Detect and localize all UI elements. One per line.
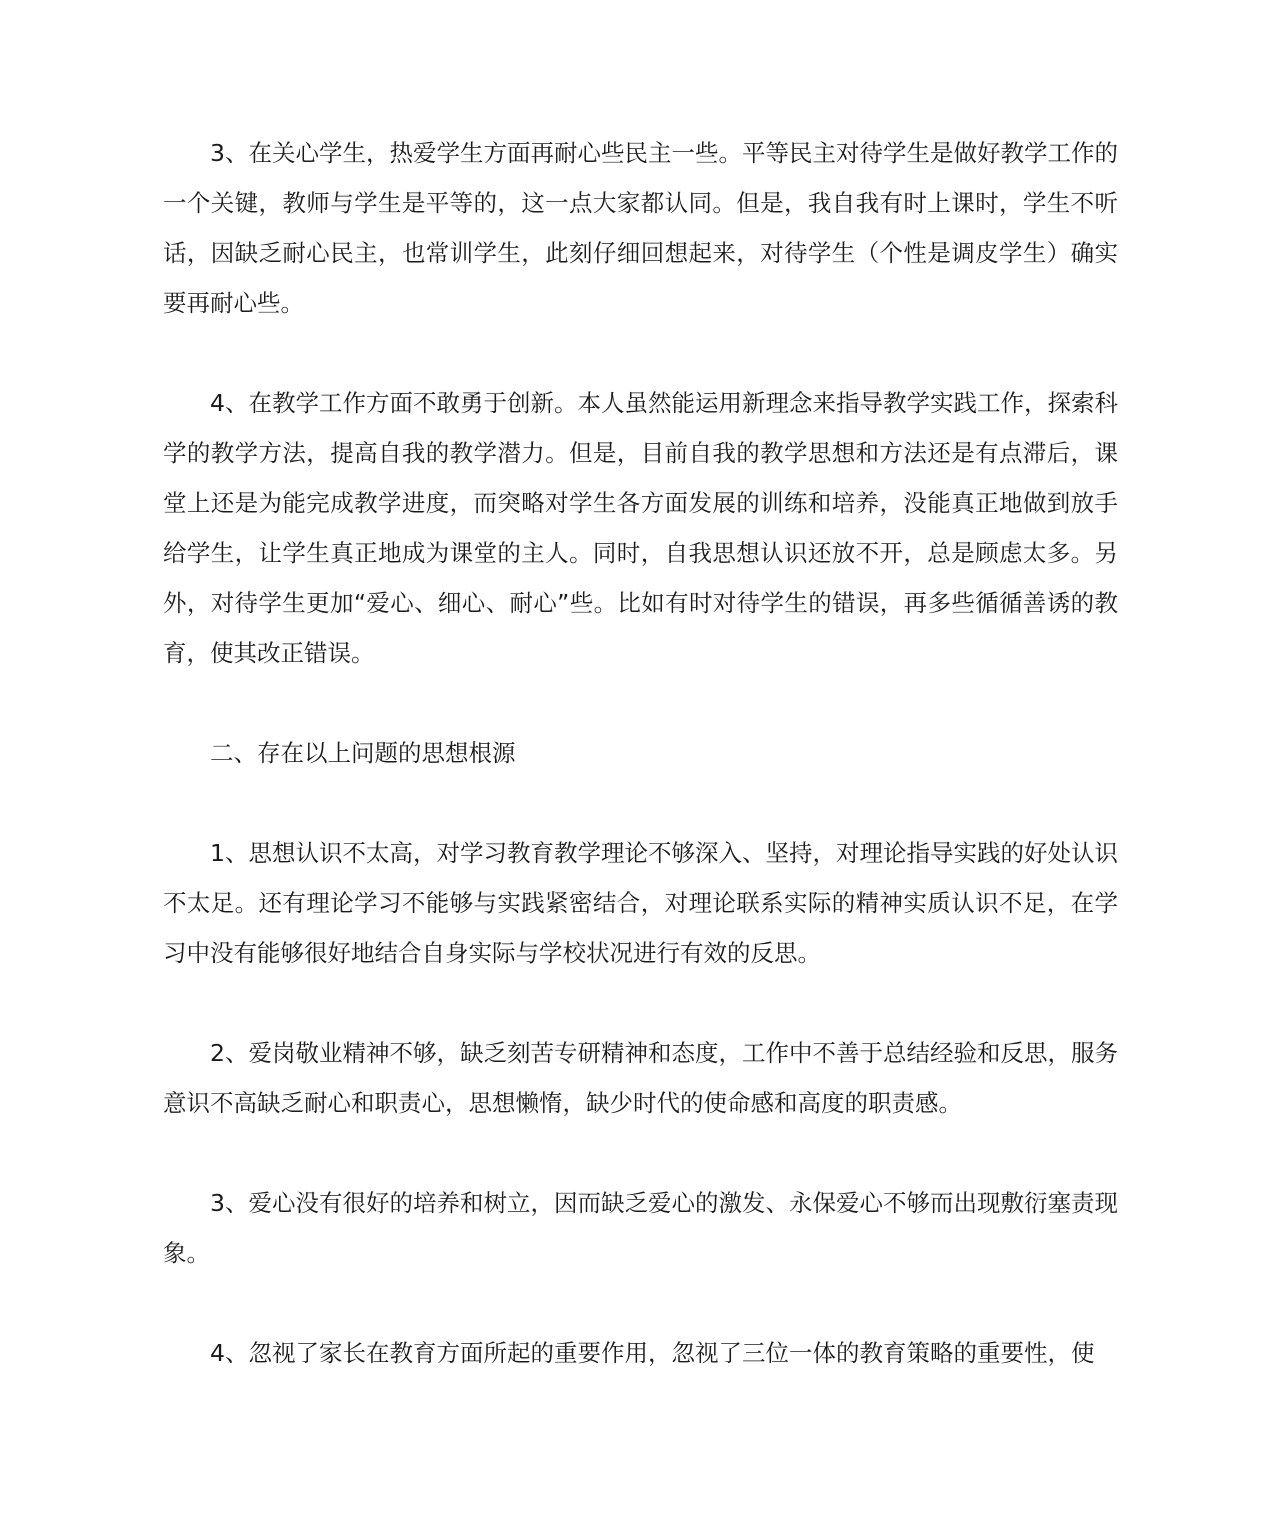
document-body xyxy=(163,128,1118,1378)
paragraph-2-dedication: 2、爱岗敬业精神不够，缺乏刻苦专研精神和态度，工作中不善于总结经验和反思，服务意识不高缺乏耐心和职责心，思想懒惰，缺少时代的使命感和高度的职责感。 xyxy=(163,1039,1118,1117)
paragraph-3-care-for-students: 3、在关心学生，热爱学生方面再耐心些民主一些。平等民主对待学生是做好教学工作的一个关键，教师与学生是平等的，这一点大家都认同。但是，我自我有时上课时，学生不听话，因缺乏耐心民主，也常训学生，此刻仔细回想起来，对待学生（个性是调皮学生）确实要再耐心些。 xyxy=(163,139,1118,317)
paragraph-4-parents: 4、忽视了家长在教育方面所起的重要作用，忽视了三位一体的教育策略的重要性，使 xyxy=(210,1339,1095,1367)
paragraph-4-innovation: 4、在教学工作方面不敢勇于创新。本人虽然能运用新理念来指导教学实践工作，探索科学的教学方法，提高自我的教学潜力。但是，目前自我的教学思想和方法还是有点滞后，课堂上还是为能完成教学进度，而突略对学生各方面发展的训练和培养，没能真正地做到放手给学生，让学生真正地成为课堂的主人。同时，自我思想认识还放不开，总是顾虑太多。另外，对待学生更加“爱心、细心、耐心”些。比如有时对待学生的错误，再多些循循善诱的教育，使其改正错误。 xyxy=(163,389,1118,667)
section-heading-root-causes: 二、存在以上问题的思想根源 xyxy=(210,739,516,767)
paragraph-3-love: 3、爱心没有很好的培养和树立，因而缺乏爱心的激发、永保爱心不够而出现敷衍塞责现象。 xyxy=(163,1189,1118,1267)
paragraph-1-awareness: 1、思想认识不太高，对学习教育教学理论不够深入、坚持，对理论指导实践的好处认识不太足。还有理论学习不能够与实践紧密结合，对理论联系实际的精神实质认识不足，在学习中没有能够很好地结合自身实际与学校状况进行有效的反思。 xyxy=(163,839,1118,967)
